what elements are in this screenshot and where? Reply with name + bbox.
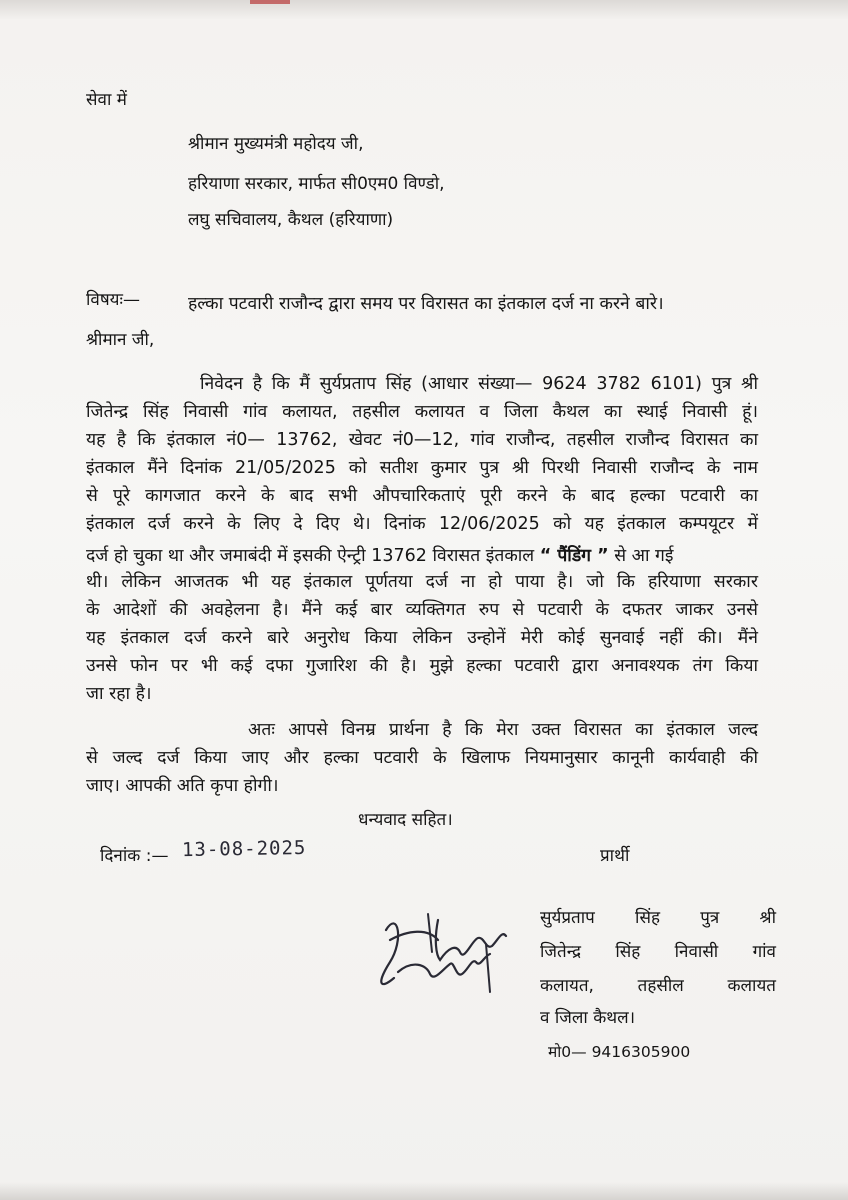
- handwritten-date: 13-08-2025: [181, 836, 307, 862]
- addressee-line-3: लघु सचिवालय, कैथल (हरियाणा): [188, 210, 394, 230]
- body-line: इंतकाल दर्ज करने के लिए दे दिए थे। दिनांक 12/06/2025 को यह इंतकाल कम्पयूटर में: [86, 514, 758, 534]
- body-line-text: दर्ज हो चुका था और जमाबंदी में इसकी ऐन्ट्री 13762 विरासत इंतकाल: [86, 546, 535, 566]
- body-line: थी। लेकिन आजतक भी यह इंतकाल पूर्णतया दर्ज ना हो पाया है। जो कि हरियाणा सरकार: [86, 572, 758, 592]
- subject-label: विषयः—: [86, 290, 140, 310]
- body-line: निवेदन है कि मैं सुर्यप्रताप सिंह (आधार संख्या— 9624 3782 6101) पुत्र श्री: [200, 374, 758, 394]
- request-line: से जल्द दर्ज किया जाए और हल्का पटवारी के खिलाफ नियमानुसार कानूनी कार्यवाही की: [86, 748, 758, 768]
- subject-text: हल्का पटवारी राजौन्द द्वारा समय पर विरासत का इंतकाल दर्ज ना करने बारे।: [188, 294, 664, 314]
- sender-line-3: कलायत, तहसील कलायत: [540, 976, 776, 996]
- addressee-salutation: सेवा में: [86, 90, 127, 110]
- body-line: यह है कि इंतकाल नं0— 13762, खेवट नं0—12, गांव राजौन्द, तहसील राजौन्द विरासत का: [86, 430, 758, 450]
- request-line: जाए। आपकी अति कृपा होगी।: [86, 776, 279, 796]
- paper-top-shadow: [0, 0, 848, 20]
- pending-word: “ पैंडिंग ”: [539, 546, 609, 566]
- sender-mobile: मो0— 9416305900: [548, 1043, 691, 1061]
- paper-bottom-shadow: [0, 1182, 848, 1200]
- body-line-tail: से आ गई: [614, 546, 674, 566]
- body-line: जितेन्द्र सिंह निवासी गांव कलायत, तहसील कलायत व जिला कैथल का स्थाई निवासी हूं।: [86, 402, 758, 422]
- greeting: श्रीमान जी,: [86, 330, 155, 350]
- sender-line-1: सुर्यप्रताप सिंह पुत्र श्री: [540, 908, 776, 928]
- paper-edge-mark: [250, 0, 290, 4]
- date-label: दिनांक :—: [100, 846, 169, 866]
- sender-line-4: व जिला कैथल।: [540, 1008, 636, 1028]
- body-line: यह इंतकाल दर्ज करने बारे अनुरोध किया लेकिन उन्होनें मेरी कोई सुनवाई नहीं की। मैंने: [86, 628, 758, 648]
- body-line: उनसे फोन पर भी कई दफा गुजारिश की है। मुझे हल्का पटवारी द्वारा अनावश्यक तंग किया: [86, 656, 758, 676]
- addressee-line-2: हरियाणा सरकार, मार्फत सी0एम0 विण्डो,: [188, 174, 445, 194]
- signature-image: [368, 900, 518, 1000]
- addressee-line-1: श्रीमान मुख्यमंत्री महोदय जी,: [188, 134, 364, 154]
- body-line: इंतकाल मैंने दिनांक 21/05/2025 को सतीश कुमार पुत्र श्री पिरथी निवासी राजौन्द के नाम: [86, 458, 758, 478]
- body-line: [86, 544, 674, 568]
- applicant-label: प्रार्थी: [600, 846, 630, 866]
- closing-thanks: धन्यवाद सहित।: [358, 810, 453, 830]
- body-line: के आदेशों की अवहेलना है। मैंने कई बार व्यक्तिगत रुप से पटवारी के दफतर जाकर उनसे: [86, 600, 758, 620]
- body-line: जा रहा है।: [86, 684, 152, 704]
- request-line: अतः आपसे विनम्र प्रार्थना है कि मेरा उक्त विरासत का इंतकाल जल्द: [248, 720, 758, 740]
- sender-line-2: जितेन्द्र सिंह निवासी गांव: [540, 942, 776, 962]
- body-line: से पूरे कागजात करने के बाद सभी औपचारिकताएं पूरी करने के बाद हल्का पटवारी का: [86, 486, 758, 506]
